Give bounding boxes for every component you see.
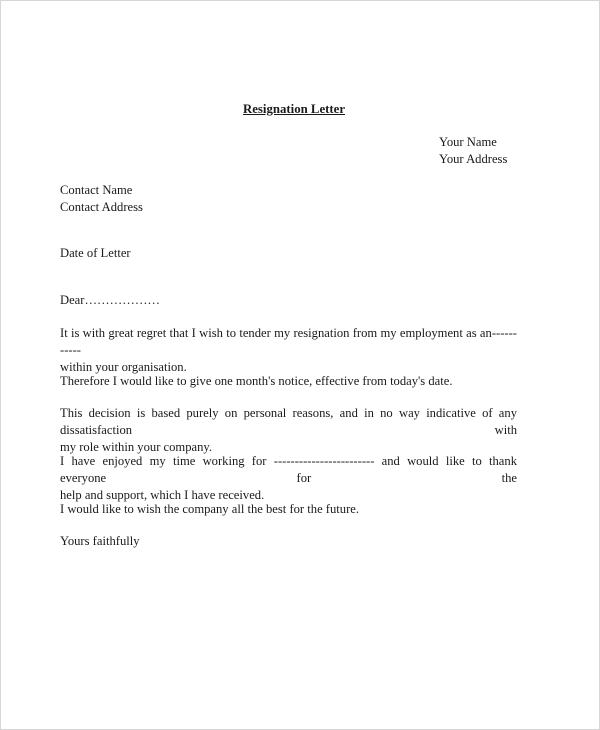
recipient-block: [60, 182, 143, 215]
paragraph-line: Therefore I would like to give one month's notice, effective from today's date.: [60, 374, 453, 388]
sender-name: Your Name: [439, 135, 497, 149]
paragraph-resignation: [60, 325, 517, 376]
paragraph-notice: [60, 373, 517, 390]
paragraph-thanks: [60, 453, 517, 504]
paragraph-line: my role within your company.: [60, 440, 213, 454]
paragraph-line: This decision is based purely on personal reasons, and in no way indicative of any dissatisfaction with: [60, 406, 517, 437]
closing: Yours faithfully: [60, 534, 140, 548]
letter-title: Resignation Letter: [243, 102, 346, 116]
paragraph-line: I have enjoyed my time working for ------------------------ and would like to thank everyone for the: [60, 454, 517, 485]
paragraph-line: within your organisation.: [60, 360, 187, 374]
sender-block: [439, 134, 507, 167]
salutation: Dear………………: [60, 293, 161, 307]
recipient-name: Contact Name: [60, 183, 133, 197]
paragraph-reasons: [60, 405, 517, 456]
recipient-address: Contact Address: [60, 199, 143, 214]
paragraph-wishes: [60, 501, 517, 518]
paragraph-line: It is with great regret that I wish to tender my resignation from my employment as an-----------: [60, 326, 517, 357]
paragraph-line: I would like to wish the company all the best for the future.: [60, 502, 360, 516]
paragraph-line: help and support, which I have received.: [60, 488, 265, 502]
sender-address: Your Address: [439, 151, 508, 166]
letter-date: Date of Letter: [60, 246, 131, 260]
